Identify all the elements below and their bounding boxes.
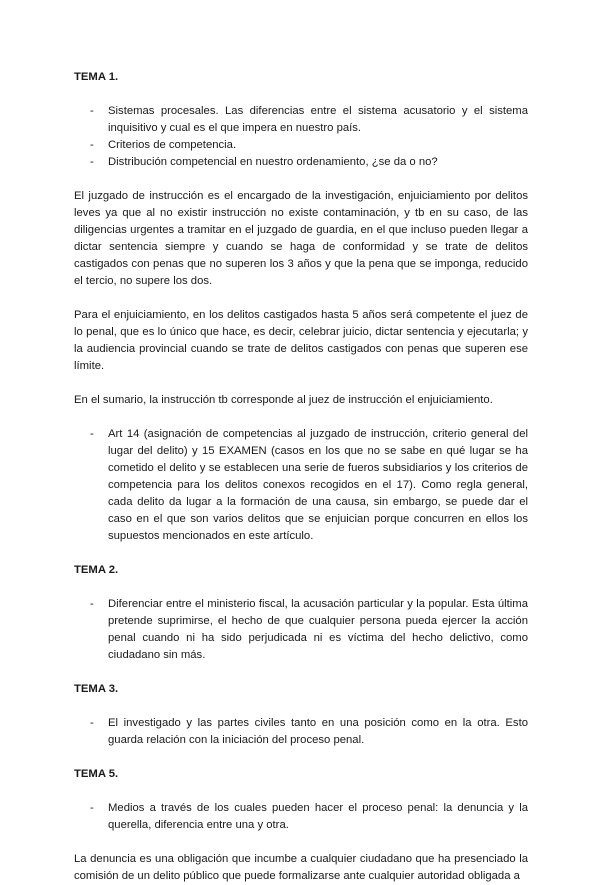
list-item-text: Diferenciar entre el ministerio fiscal, la acusación particular y la popular. Esta última pretende suprimirse, el hecho de que cualquier persona pueda ejercer la acción penal cuando ni ha sido perjudicada ni es víctima del hecho delictivo, como ciudadano sin más. bbox=[108, 598, 528, 661]
tema-3-list bbox=[74, 715, 528, 749]
list-item-text: Criterios de competencia. bbox=[108, 139, 237, 151]
tema-1-list bbox=[74, 103, 528, 171]
list-bullet: - bbox=[90, 428, 94, 440]
list-item-text: Medios a través de los cuales pueden hacer el proceso penal: la denuncia y la querella, diferencia entre una y otra. bbox=[108, 802, 528, 831]
paragraph: En el sumario, la instrucción tb corresponde al juez de instrucción el enjuiciamiento. bbox=[74, 394, 493, 406]
section-heading-tema-3: TEMA 3. bbox=[74, 683, 119, 695]
list-item-text: Distribución competencial en nuestro ordenamiento, ¿se da o no? bbox=[108, 156, 438, 168]
list-bullet: - bbox=[90, 139, 94, 151]
list-item-text: Art 14 (asignación de competencias al juzgado de instrucción, criterio general del lugar del delito) y 15 EXAMEN (casos en los que no se sabe en qué lugar se ha cometido el delito y se establecen una serie de fueros subsidiarios y los criterios de competencia para los delitos conexos recogidos en el 17). Como regla general, cada delito da lugar a la formación de una causa, sin embargo, se puede dar el caso en el que son varios delitos que se enjuician porque concurren en ellos los supuestos mencionados en este artículo. bbox=[108, 428, 528, 542]
paragraph: El juzgado de instrucción es el encargado de la investigación, enjuiciamiento por delitos leves ya que al no existir instrucción no existe contaminación, y tb en su caso, de las diligencias urgentes a tramitar en el juzgado de guardia, en el que incluso pueden llegar a dictar sentencia siempre y cuando se haga de conformidad y se trate de delitos castigados con penas que no superen los 3 años y que la pena que se imponga, reducido el tercio, no supere los dos. bbox=[74, 190, 528, 287]
paragraph: La denuncia es una obligación que incumbe a cualquier ciudadano que ha presenciado la comisión de un delito público que puede formalizarse ante cualquier autoridad obligada a bbox=[74, 853, 528, 882]
list-item bbox=[74, 800, 528, 834]
list-item bbox=[74, 715, 528, 749]
list-bullet: - bbox=[90, 717, 94, 729]
document-body bbox=[74, 69, 528, 885]
list-bullet: - bbox=[90, 598, 94, 610]
paragraph: Para el enjuiciamiento, en los delitos castigados hasta 5 años será competente el juez de lo penal, que es lo único que hace, es decir, celebrar juicio, dictar sentencia y ejecutarla; y la audiencia provincial cuando se trate de delitos castigados con penas que superen ese límite. bbox=[74, 309, 528, 372]
list-item bbox=[74, 103, 528, 137]
list-item bbox=[74, 137, 528, 154]
list-item-text: Sistemas procesales. Las diferencias entre el sistema acusatorio y el sistema inquisitivo y cual es el que impera en nuestro país. bbox=[108, 105, 528, 134]
section-heading-tema-1: TEMA 1. bbox=[74, 71, 119, 83]
list-bullet: - bbox=[90, 105, 94, 117]
tema-5-list bbox=[74, 800, 528, 834]
section-heading-tema-2: TEMA 2. bbox=[74, 564, 119, 576]
list-bullet: - bbox=[90, 156, 94, 168]
list-item bbox=[74, 426, 528, 545]
section-heading-tema-5: TEMA 5. bbox=[74, 768, 119, 780]
list-item bbox=[74, 596, 528, 664]
list-bullet: - bbox=[90, 802, 94, 814]
tema-1-articles-list bbox=[74, 426, 528, 545]
list-item-text: El investigado y las partes civiles tanto en una posición como en la otra. Esto guarda relación con la iniciación del proceso penal. bbox=[108, 717, 528, 746]
list-item bbox=[74, 154, 528, 171]
tema-2-list bbox=[74, 596, 528, 664]
